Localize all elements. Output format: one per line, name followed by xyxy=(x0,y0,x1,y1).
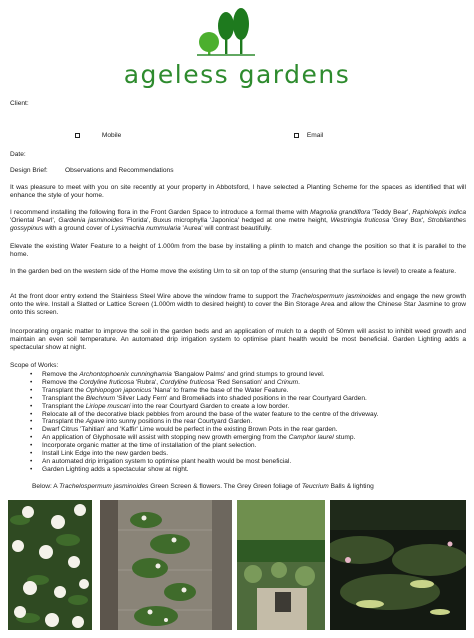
checkbox-icon xyxy=(294,133,299,138)
soil-paragraph: Incorporating organic matter to improve the soil in the garden beds and an application of mulch to a depth of 50mm will assist to inhibit weed growth and maintain an even soil temperature. An automated drip irrigation system to optimise plant health would be most beneficial. Garden Lighting adds a spectacular show at night. xyxy=(10,328,466,352)
front-garden-paragraph: I recommend installing the following flora in the Front Garden Space to introduce a formal theme with Magnolia grandiflora 'Teddy Bear', Raphiolepis indica 'Oriental Pearl', Gardenia jasminoides 'Florida', Buxus microphylla 'Japonica' hedged at one metre height, Westringia fruticosa 'Grey Box', Strobilanthes gossypinus with a ground cover of Lysimachia nummularia 'Aurea' will contrast beautifully. xyxy=(10,209,467,233)
brand-name: ageless gardens xyxy=(123,60,351,89)
mobile-label: Mobile xyxy=(101,132,122,139)
scope-item: • An automated drip irrigation system to optimise plant health would be most beneficial. xyxy=(10,458,378,466)
scope-item: • Remove the Cordyline fruticosa 'Rubra', Cordyline fruticosa 'Red Sensation' and Crinum. xyxy=(10,379,378,387)
courtyard-hedge-photo xyxy=(237,500,325,630)
scope-item: • Install Link Edge into the new garden beds. xyxy=(10,450,378,458)
scope-item: • Transplant the Agave into sunny positions in the rear Courtyard Garden. xyxy=(10,418,378,426)
scope-item: • Relocate all of the decorative black pebbles from around the base of the water feature to the centre of the driveway. xyxy=(10,411,378,419)
email-field xyxy=(294,132,323,140)
intro-paragraph: It was pleasure to meet with you on site recently at your property in Abbotsford, I have selected a Planting Scheme for the spaces as identified that will enhance the style of your home. xyxy=(10,184,466,200)
scope-label: Scope of Works: xyxy=(10,362,59,369)
brief-label: Design Brief: xyxy=(10,167,48,174)
front-door-paragraph: At the front door entry extend the Stainless Steel Wire above the window frame to support the Trachelospermum jasminoides and engage the new growth onto the wire. Install a Slatted or Lattice Screen (1.000m width to desired height) to cover the Bin Storage Area and allow the Chinese Star Jasmine to grow onto this screen. xyxy=(10,293,466,317)
brief-value: Observations and Recommendations xyxy=(65,167,174,174)
scope-item: • Garden Lighting adds a spectacular show at night. xyxy=(10,466,378,474)
scope-item: • Transplant the Ophiopogon japonicus 'Nana' to frame the base of the Water Feature. xyxy=(10,387,378,395)
scope-item: • Transplant the Liriope muscari into the rear Courtyard Garden to create a low border. xyxy=(10,403,378,411)
checkbox-icon xyxy=(75,133,80,138)
jasmine-flowers-photo xyxy=(8,500,92,630)
scope-list xyxy=(10,371,378,474)
garden-lighting-photo xyxy=(330,500,466,630)
urn-paragraph: In the garden bed on the western side of the Home move the existing Urn to sit on top of the stump (ensuring that the surface is level) to create a feature. xyxy=(10,268,457,275)
water-feature-paragraph: Elevate the existing Water Feature to a height of 1.000m from the base by installing a plinth to match and change the position so that it is parallel to the home. xyxy=(10,243,466,259)
scope-item: • An application of Glyphosate will assist with stopping new growth emerging from the Camphor laurel stump. xyxy=(10,434,378,442)
below-caption: Below: A Trachelospermum jasminoides Green Screen & flowers. The Grey Green foliage of Teucrium Balls & lighting xyxy=(32,483,374,490)
green-screen-photo xyxy=(100,500,232,630)
scope-item: • Dwarf Citrus 'Tahitian' and 'Kaffir' Lime would be perfect in the existing Brown Pots in the rear garden. xyxy=(10,426,378,434)
client-label: Client: xyxy=(10,100,29,107)
mobile-field xyxy=(75,132,121,140)
date-label: Date: xyxy=(10,151,26,158)
scope-item: • Transplant the Blechnum 'Silver Lady Fern' and Bromeliads into shaded positions in the rear Courtyard Garden. xyxy=(10,395,378,403)
email-label: Email xyxy=(306,132,324,139)
scope-item: • Incorporate organic matter at the time of installation of the plant selection. xyxy=(10,442,378,450)
logo-trees-icon xyxy=(195,6,257,60)
scope-item: • Remove the Archontophoenix cunninghamia 'Bangalow Palms' and grind stumps to ground level. xyxy=(10,371,378,379)
